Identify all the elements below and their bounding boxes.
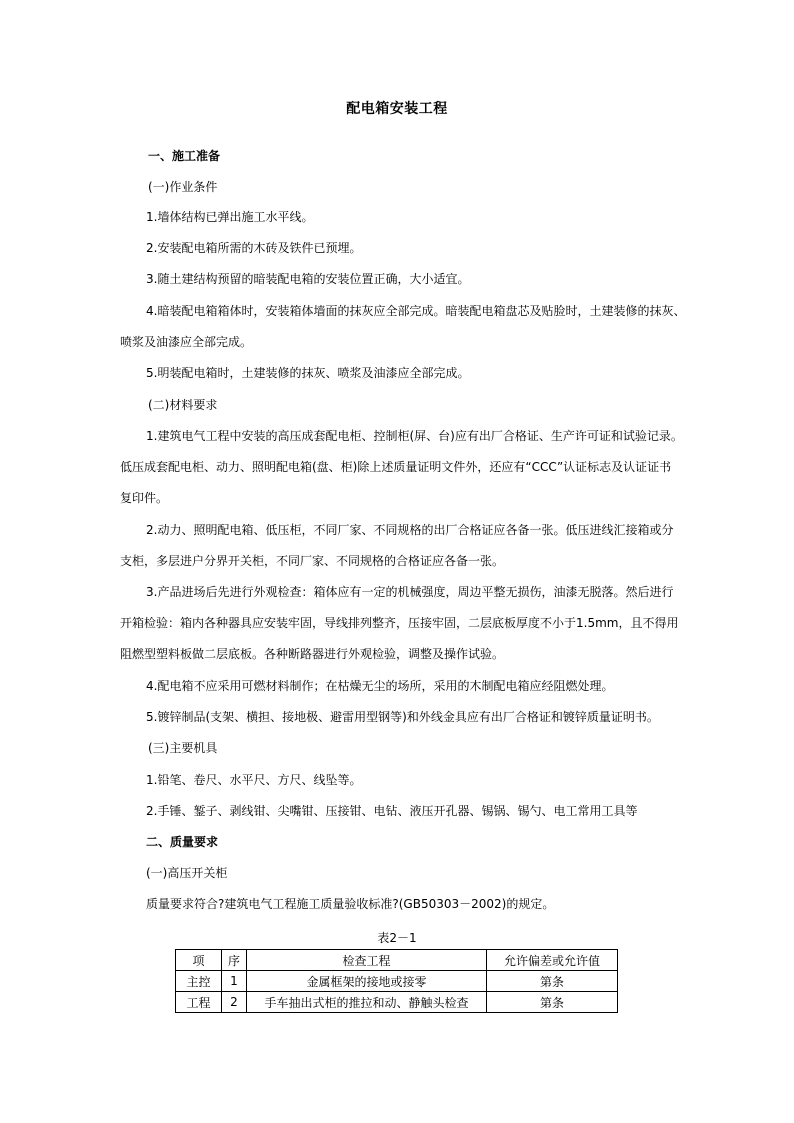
table-header-row [176, 950, 618, 971]
paragraph-line: 2.安装配电箱所需的木砖及铁件已预埋。 [146, 241, 362, 255]
paragraph-line: 3.产品进场后先进行外观检查：箱体应有一定的机械强度，周边平整无损伤，油漆无脱落。然后进行 [146, 585, 674, 599]
paragraph-line: 5.镀锌制品(支架、横担、接地极、避雷用型钢等)和外线金具应有出厂合格证和镀锌质量证明书。 [146, 710, 659, 724]
paragraph-line: 支柜，多层进户分界开关柜，不同厂家、不同规格的合格证应各备一张。 [120, 554, 505, 568]
inspection-table [175, 949, 618, 1013]
section-heading-construction-prep: 一、施工准备 [148, 149, 221, 163]
paragraph-line: 4.配电箱不应采用可燃材料制作；在枯燥无尘的场所，采用的木制配电箱应经阻燃处理。 [146, 679, 614, 693]
paragraph-line: 3.随土建结构预留的暗装配电箱的安装位置正确，大小适宜。 [146, 272, 470, 286]
paragraph-line: 1.铅笔、卷尺、水平尺、方尺、线坠等。 [146, 773, 362, 787]
paragraph-line: 质量要求符合?建筑电气工程施工质量验收标准?(GB50303－2002)的规定。 [146, 897, 555, 911]
table-header-cell: 允许偏差或允许值 [487, 950, 618, 971]
paragraph-line: 5.明装配电箱时，土建装修的抹灰、喷浆及油漆应全部完成。 [146, 366, 470, 380]
paragraph-line: 4.暗装配电箱箱体时，安装箱体墙面的抹灰应全部完成。暗装配电箱盘芯及贴脸时，土建装修的抹灰、 [146, 304, 686, 318]
table-cell: 金属框架的接地或接零 [247, 971, 487, 992]
table-row [176, 971, 618, 992]
section-heading-quality-requirements: 二、质量要求 [146, 835, 219, 849]
subsection-heading-material-requirements: (二)材料要求 [148, 398, 218, 412]
table-cell: 主控 [176, 971, 222, 992]
paragraph-line: 2.手锤、錾子、剥线钳、尖嘴钳、压接钳、电钻、液压开孔器、锡锅、锡勺、电工常用工具等 [146, 804, 638, 818]
paragraph-line: 复印件。 [120, 491, 169, 505]
table-cell: 第条 [487, 992, 618, 1013]
table-cell: 第条 [487, 971, 618, 992]
paragraph-line: 2.动力、照明配电箱、低压柜，不同厂家、不同规格的出厂合格证应各备一张。低压进线汇接箱或分 [146, 523, 674, 537]
table-caption: 表2－1 [377, 931, 417, 945]
subsection-heading-hv-switchgear: (一)高压开关柜 [146, 866, 228, 880]
paragraph-line: 阻燃型塑料板做二层底板。各种断路器进行外观检验，调整及操作试验。 [120, 647, 505, 661]
table-cell: 手车抽出式柜的推拉和动、静触头检查 [247, 992, 487, 1013]
table-header-cell: 序 [222, 950, 247, 971]
subsection-heading-work-conditions: (一)作业条件 [148, 180, 218, 194]
subsection-heading-main-tools: (三)主要机具 [148, 741, 218, 755]
paragraph-line: 1.墙体结构已弹出施工水平线。 [146, 210, 314, 224]
table-cell: 1 [222, 971, 247, 992]
table-row [176, 992, 618, 1013]
table-header-cell: 项 [176, 950, 222, 971]
table-cell: 2 [222, 992, 247, 1013]
table-cell: 工程 [176, 992, 222, 1013]
paragraph-line: 1.建筑电气工程中安装的高压成套配电柜、控制柜(屏、台)应有出厂合格证、生产许可证和试验记录。 [146, 429, 683, 443]
table-header-cell: 检查工程 [247, 950, 487, 971]
page-title: 配电箱安装工程 [346, 101, 448, 117]
paragraph-line: 低压成套配电柜、动力、照明配电箱(盘、柜)除上述质量证明文件外，还应有“CCC”认证标志及认证证书 [120, 460, 672, 474]
paragraph-line: 开箱检验：箱内各种器具应安装牢固，导线排列整齐，压接牢固，二层底板厚度不小于1.5mm，且不得用 [120, 616, 679, 630]
paragraph-line: 喷浆及油漆应全部完成。 [120, 335, 253, 349]
